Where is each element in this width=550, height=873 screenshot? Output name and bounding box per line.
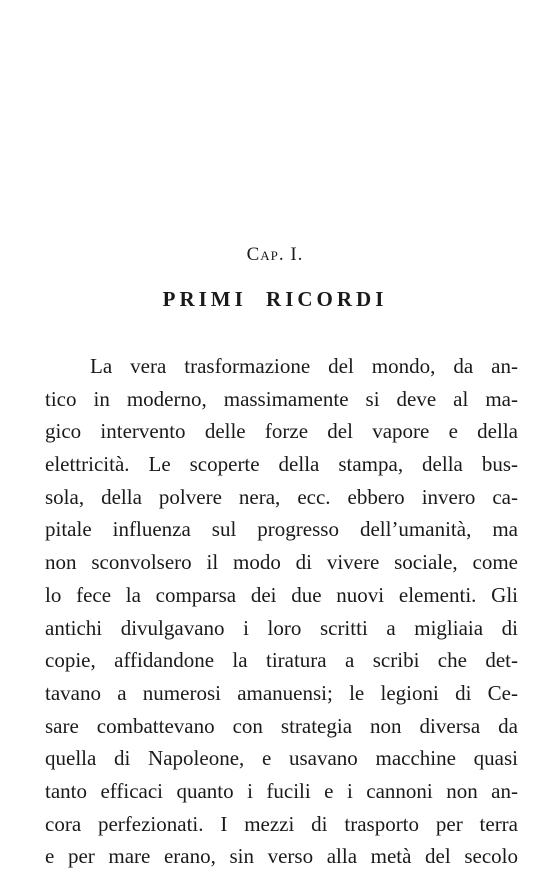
text-line: e per mare erano, sin verso alla metà del secolo	[45, 844, 518, 869]
body-paragraph	[45, 350, 518, 873]
text-line: copie, affidandone la tiratura a scribi che det-	[45, 648, 518, 673]
text-line: tavano a numerosi amanuensi; le legioni di Ce-	[45, 680, 518, 705]
chapter-label: Cap. I.	[246, 244, 304, 265]
text-line: gico intervento delle forze del vapore e della	[45, 419, 518, 444]
text-line: quella di Napoleone, e usavano macchine quasi	[45, 746, 518, 771]
text-line: sola, della polvere nera, ecc. ebbero invero ca-	[45, 484, 518, 509]
text-line: La vera trasformazione del mondo, da an-	[90, 354, 518, 378]
text-line: pitale influenza sul progresso dell’umanità, ma	[45, 517, 518, 542]
text-line: non sconvolsero il modo di vivere sociale, come	[45, 550, 518, 575]
text-line: elettricità. Le scoperte della stampa, della bus-	[45, 452, 518, 477]
text-line: tanto efficaci quanto i fucili e i cannoni non an-	[45, 778, 518, 803]
text-line: tico in moderno, massimamente si deve al ma-	[45, 386, 518, 411]
chapter-title: PRIMI RICORDI	[162, 287, 388, 311]
text-line: antichi divulgavano i loro scritti a migliaia di	[45, 615, 518, 640]
text-line: cora perfezionati. I mezzi di trasporto per terra	[45, 811, 518, 836]
text-line: sare combattevano con strategia non diversa da	[45, 713, 518, 738]
text-line: lo fece la comparsa dei due nuovi elementi. Gli	[45, 582, 518, 607]
